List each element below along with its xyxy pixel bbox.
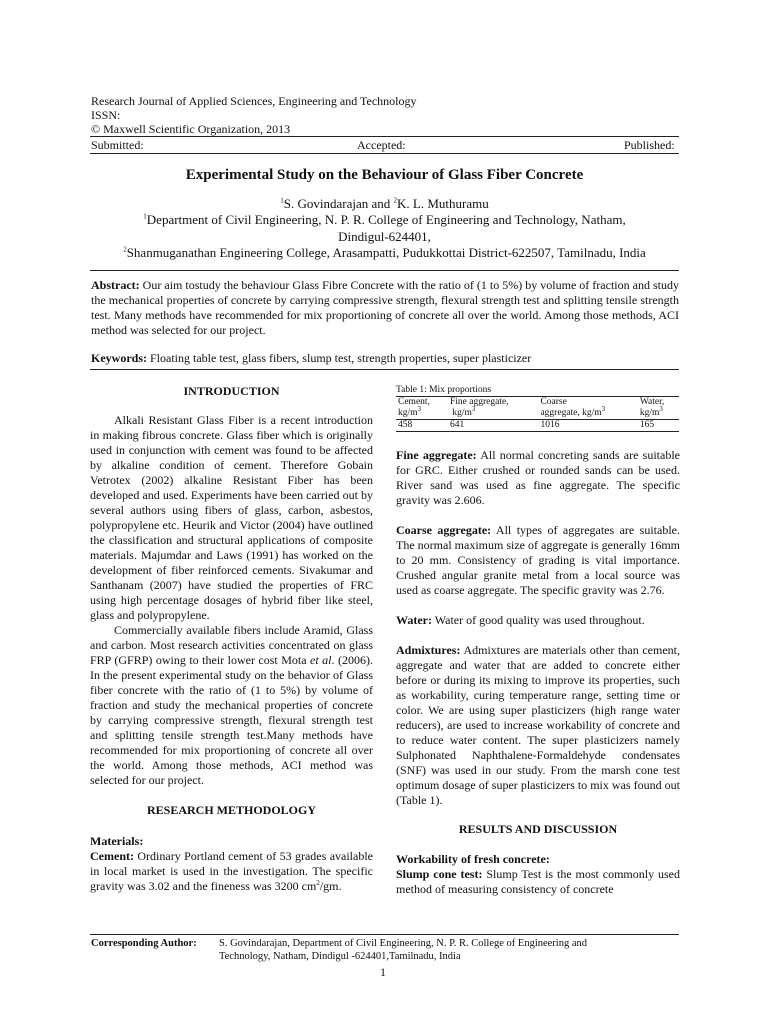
copyright: © Maxwell Scientific Organization, 2013: [91, 122, 291, 136]
admixtures-paragraph: [396, 643, 680, 808]
keywords-text: Floating table test, glass fibers, slump test, strength properties, super plasticizer: [147, 351, 532, 365]
author2-sup: 2: [393, 196, 398, 205]
table-row: [396, 420, 679, 432]
workability-label: Workability of fresh concrete:: [396, 852, 550, 866]
th-fine: [448, 397, 538, 420]
th-coarse-b: aggregate, kg/m: [540, 408, 602, 418]
right-column: [396, 448, 680, 897]
issn: ISSN:: [91, 108, 121, 122]
abstract-text: Our aim tostudy the behaviour Glass Fibre Concrete with the ratio of (1 to 5%) by volume of fraction and study the mechanical properties of concrete by carrying compressive strength, flexural strength test and splitting tensile strength test. Many methods have recommended for mix proportioning of concrete all over the world. Among those methods, ACI method was selected for our project.: [91, 278, 679, 337]
published-label: Published:: [624, 138, 675, 152]
table-caption: Table 1: Mix proportions: [396, 385, 492, 395]
td-water: 165: [639, 420, 655, 430]
th-fine-sup: 3: [471, 404, 476, 413]
intro-paragraph-2: [90, 623, 373, 788]
coarse-aggregate-label: Coarse aggregate:: [396, 523, 492, 537]
cement-text: Ordinary Portland cement of 53 grades available in local market is used in the investigation. The specific gravity was 3.02 and the fineness was 3200 cm: [90, 849, 373, 893]
th-coarse-a: Coarse: [540, 397, 567, 407]
materials-label: Materials:: [90, 834, 144, 848]
footer-rule: [90, 934, 679, 935]
author2: K. L. Muthuramu: [397, 196, 489, 211]
admixtures-label: Admixtures:: [396, 643, 461, 657]
keywords: [91, 351, 679, 366]
th-cement-b: kg/m: [398, 408, 418, 418]
cement-sup: 2: [316, 879, 320, 887]
th-water-a: Water,: [639, 397, 665, 407]
fine-aggregate-paragraph: [396, 448, 680, 508]
abstract-label: Abstract:: [91, 278, 140, 292]
affiliation-2: [90, 245, 679, 261]
header-rule: [90, 136, 679, 137]
mix-table: [396, 396, 679, 432]
th-water-b: kg/m: [639, 408, 660, 418]
authors: [90, 196, 679, 212]
th-water-sup: 3: [659, 404, 663, 413]
td-cement: 458: [398, 420, 413, 430]
th-cement-sup: 3: [417, 404, 422, 413]
water-paragraph: [396, 613, 680, 628]
slump-text: Slump Test is the most commonly used method of measuring consistency of concrete: [396, 867, 680, 896]
methodology-heading: RESEARCH METHODOLOGY: [146, 803, 317, 817]
abstract-rule-bottom: [90, 369, 679, 370]
th-coarse: [538, 397, 637, 420]
intro-p2-etal: et al: [310, 653, 332, 667]
corresponding-author-line1: S. Govindarajan, Department of Civil Engineering, N. P. R. College of Engineering and: [219, 938, 588, 949]
intro-paragraph-1: Alkali Resistant Glass Fiber is a recent introduction in making fibrous concrete. Glass fiber which is originally used in conjunction with cement was found to be affected by alkaline condition of cement. Therefore Gobain Vetrotex (2002) alkaline Resistant Fiber has been developed and used. Experiments have been carried out by several authors using fibers of glass, carbon, asbestos, polypropylene etc. Heurik and Victor (2004) have outlined the classification and structural applications of composite materials. Majumdar and Laws (1991) has worked on the development of fiber reinforced cements. Sivakumar and Santhanam (2007) have studied the properties of FRC using high percentage dosages of hybrid fiber like steel, glass and polypropylene.: [90, 413, 373, 622]
cement-end: /gm.: [319, 879, 342, 893]
corresponding-author-text: [219, 937, 680, 963]
intro-p2-part1: Commercially available fibers include Aramid, Glass and carbon. Most research activities concentrated on glass FRP (GFRP) owing to their lower cost Mota: [90, 623, 373, 667]
fine-aggregate-label: Fine aggregate:: [396, 448, 477, 462]
results-heading: RESULTS AND DISCUSSION: [458, 822, 618, 836]
th-cement-a: Cement,: [398, 397, 430, 407]
introduction-heading: INTRODUCTION: [183, 384, 280, 398]
header-rule-bottom: [90, 153, 679, 154]
affiliation-1-line2: Dindigul-624401,: [338, 229, 431, 244]
coarse-aggregate-paragraph: [396, 523, 680, 598]
slump-paragraph: [396, 867, 680, 897]
th-fine-a: Fine aggregate,: [449, 397, 509, 407]
aff2-text: Shanmuganathan Engineering College, Arasampatti, Pudukkottai District-622507, Tamilnadu, India: [126, 245, 646, 260]
keywords-label: Keywords:: [91, 351, 147, 365]
author1-sup: 1: [280, 196, 284, 205]
corresponding-author: [91, 937, 680, 963]
journal-name: Research Journal of Applied Sciences, Engineering and Technology: [91, 94, 417, 108]
td-coarse: 1016: [540, 420, 560, 430]
author1: S. Govindarajan and: [283, 196, 394, 211]
td-fine: 641: [449, 420, 465, 430]
intro-p2-part2: . (2006). In the present experimental study on the behavior of Glass fiber concrete with the ratio of (1 to 5%) by volume of fraction and study the mechanical properties of concrete by carrying compressive strength, flexural strength test and splitting tensile strength test.Many methods have recommended for mix proportioning of concrete all over the world. Among those methods, ACI method was selected for our project.: [90, 653, 373, 787]
mix-table-block: [396, 385, 680, 432]
slump-label: Slump cone test:: [396, 867, 483, 881]
abstract-rule-top: [90, 270, 679, 271]
left-column: [90, 384, 373, 894]
cement-paragraph: [90, 849, 373, 894]
coarse-aggregate-text: All types of aggregates are suitable. The normal maximum size of aggregate is generally 16mm to 20 mm. Consistency of grading is vital importance. Crushed angular granite metal from a local source was used as coarse aggregate. The specific gravity was 2.76.: [396, 523, 680, 597]
corresponding-author-row: [91, 937, 680, 963]
th-coarse-sup: 3: [601, 404, 606, 413]
fine-aggregate-text: All normal concreting sands are suitable for GRC. Either crushed or rounded sands can be used. River sand was used as fine aggregate. The specific gravity was 2.606.: [396, 448, 680, 507]
corresponding-author-line2: Technology, Natham, Dindigul -624401,Tamilnadu, India: [219, 951, 461, 962]
accepted-label: Accepted:: [357, 138, 406, 152]
th-water: [638, 397, 679, 420]
table-header-row: [396, 397, 679, 420]
aff1-line1: Department of Civil Engineering, N. P. R. College of Engineering and Technology, Natham,: [146, 212, 626, 227]
admixtures-text: Admixtures are materials other than cement, aggregate and water that are added to concrete either before or during its mixing to improve its properties, such as workability, curing temperature range, setting time or color. We are using super plasticizers (high range water reducers), are used to increase workability of concrete and to reduce water content. The super plasticizers namely Sulphonated Naphthalene-Formaldehyde condensates (SNF) was used in our study. From the marsh cone test optimum dosage of super plasticizers to mix was found out (Table 1).: [396, 643, 680, 807]
affiliation-1: [90, 212, 679, 228]
paper-title: Experimental Study on the Behaviour of Glass Fiber Concrete: [185, 167, 584, 183]
th-fine-b: kg/m: [452, 408, 472, 418]
abstract: [91, 278, 679, 338]
submitted-label: Submitted:: [91, 138, 144, 152]
corresponding-author-label: Corresponding Author:: [91, 938, 197, 949]
cement-label: Cement:: [90, 849, 134, 863]
water-text: Water of good quality was used throughout.: [431, 613, 645, 627]
th-cement: [396, 397, 448, 420]
water-label: Water:: [396, 613, 432, 627]
aff1-sup: 1: [143, 212, 147, 221]
page-number: 1: [380, 965, 386, 979]
aff2-sup: 2: [123, 245, 127, 254]
